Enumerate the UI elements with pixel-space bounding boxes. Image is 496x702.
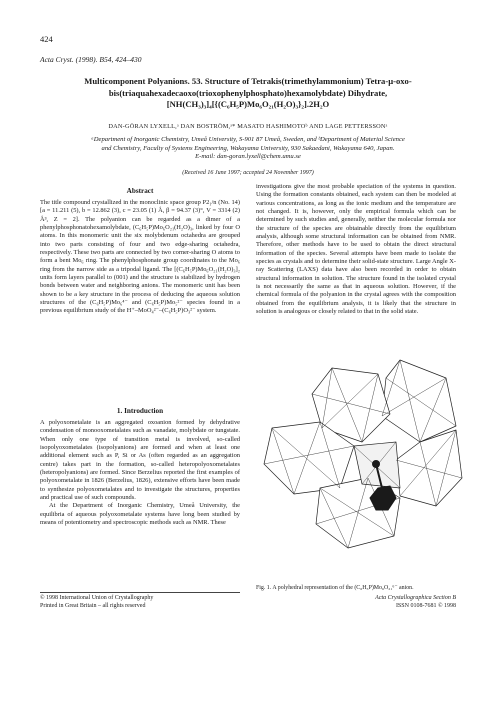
- right-column-body: [256, 183, 456, 317]
- abstract-heading: Abstract: [126, 187, 154, 195]
- footer-rule: [40, 592, 240, 593]
- phosphorus-atom: [373, 461, 380, 468]
- title-line-3: [NH(CH₃)₃]₄[{(C₆H₅P)Mo₆O₂₁(H₂O)₃}₂].2H₂O: [166, 99, 330, 109]
- affiliations: [40, 136, 456, 162]
- octahedron-upper-right: [382, 360, 456, 442]
- title-line-2: bis(triaquahexadecaoxo(trioxophenylphosphato)hexamolybdate) Dihydrate,: [108, 87, 388, 98]
- introduction-body: [40, 419, 240, 527]
- copyright-notice: © 1998 International Union of Crystallography: [40, 595, 154, 601]
- received-dates: (Received 16 June 1997; accepted 24 November 1997): [182, 170, 314, 176]
- affiliation-line-1: ᵃDepartment of Inorganic Chemistry, Umeå University, S-901 87 Umeå, Sweden, and ᵇDepartment of Material Science: [91, 136, 405, 143]
- page-number: 424: [40, 34, 53, 44]
- introduction-paragraph-1: A polyoxometalate is an aggregated oxoanion formed by dehydrative condensation of monooxometalates such as vanadate, molybdate or tungstate. When only one type of transition metal is involved, so-called isopolyoxometalates (isopolyanions) are formed and when at least one additional element such as P, Si or As (often regarded as an aggregation centre) takes part in the formation, so-called heteropolyoxometalates (heteropolyanions) are formed. Since Berzelius reported the first examples of polyoxometalate in 1826 (Berzelius, 1826), extensive efforts have been made to synthesize polyoxometalates and to investigate the structures, properties and practical use of such compounds.: [40, 419, 240, 502]
- title-line-1: Multicomponent Polyanions. 53. Structure of Tetrakis(trimethylammonium) Tetra-μ-oxo-: [84, 76, 412, 86]
- affiliation-email: E-mail: dan-goran.lyxell@chem.umu.se: [195, 153, 301, 161]
- issn: ISSN 0108-7681 © 1998: [395, 603, 456, 609]
- introduction-heading: 1. Introduction: [116, 407, 164, 415]
- journal-section: Acta Crystallographica Section B: [375, 595, 456, 601]
- affiliation-line-2: and Chemistry, Faculty of Systems Engineering, Wakayama University, 930 Sakaedani, Wakayama 640, Japan.: [101, 144, 395, 152]
- right-column-paragraph: investigations give the most probable speciation of the systems in question. Using the formation constants obtained, each system can then be modeled at various concentrations, as long as the ionic medium and the temperature are not changed. It is, however, only the empirical formula which can be determined by such studies and, generally, neither the molecular formula nor the structure of the species are obtainable directly from the equilibrium analysis, although some structural information can be obtained from NMR. Therefore, other methods have to be used to obtain the direct structural information of the species. Several attempts have been made to isolate the species as crystals and to determine their solid-state structure. Large Angle X-ray Scattering (LAXS) data have also been recorded in order to obtain structural information in solution. The structure found in the isolated crystal is not necessarily the same as that in aqueous solution. However, if the chemical formula of the polyanion in the crystal agrees with the composition obtained from the equilibrium analysis, it is likely that the structure in solution is analogous or closely related to that in the solid state.: [256, 183, 456, 316]
- printed-notice: Printed in Great Britain – all rights reserved: [40, 603, 146, 609]
- polyhedral-figure: [250, 338, 466, 554]
- figure-caption: Fig. 1. A polyhedral representation of the (C₆H₅P)Mo₆O₂₁⁶⁻ anion.: [256, 585, 414, 591]
- octahedron-right: [396, 430, 462, 506]
- abstract-paragraph: The title compound crystallized in the monoclinic space group P2₁/n (No. 14) [a = 11.211 (5), b = 12.862 (3), c = 23.05 (1) Å, β = 94.37 (3)°, V = 3314 (2) Å³, Z = 2]. The polyanion can be regarded as a dimer of a phenylphosphonatohexamolybdate, (C₆H₅P)Mo₆O₂₁(H₂O)₃, linked by four O atoms. In this monomeric unit the six molybdenum octahedra are grouped into two parts consisting of four and two edge-sharing octahedra, respectively. These two parts are connected by two corner-sharing O atoms to form a bent Mo₆ ring. The phenylphosphonate group coordinates to the Mo₆ ring from the narrow side as a tripodal ligand. The [(C₆H₅P)Mo₆O₂₁(H₂O)₃]₂ units form layers parallel to (001) and the structure is stabilized by hydrogen bonds between water and neighboring anions. The monomeric unit has been shown to be a key structure in the process of deducing the aqueous solution structures of the (C₆H₅P)Mo₆⁴⁻ and (C₆H₅P)Mo₅²⁻ species found in a previous equilibrium study of the H⁺–MoO₄²⁻–(C₆H₅P)O₃²⁻ system.: [40, 199, 240, 315]
- journal-reference: Acta Cryst. (1998). B54, 424–430: [40, 55, 142, 64]
- footer-left: [40, 594, 240, 610]
- abstract-body: [40, 199, 240, 316]
- author-list: DAN-GÖRAN LYXELL,ᵃ DAN BOSTRÖM,ᵃ* MASATO HASHIMOTOᵇ AND LAGE PETTERSSONᵃ: [108, 123, 388, 130]
- footer-right: [256, 594, 456, 610]
- introduction-paragraph-2: At the Department of Inorganic Chemistry, Umeå University, the equilibria of aqueous polyoxometalate systems have long been studied by means of potentiometry and spectroscopic methods such as NMR. These: [40, 502, 240, 527]
- article-title: [34, 76, 462, 111]
